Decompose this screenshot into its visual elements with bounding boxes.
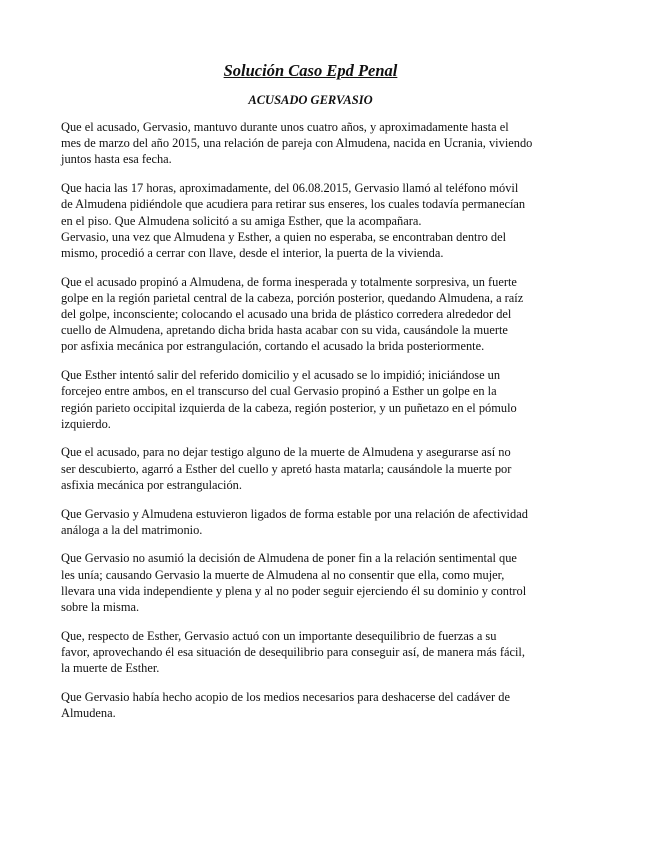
paragraph-line: Que Gervasio no asumió la decisión de Almudena de poner fin a la relación sentimental que (61, 551, 517, 566)
paragraph-line: les unía; causando Gervasio la muerte de Almudena al no consentir que ella, como mujer, (61, 567, 505, 582)
paragraph-line: la muerte de Esther. (61, 661, 160, 676)
paragraph-line: Que el acusado propinó a Almudena, de forma inesperada y totalmente sorpresiva, un fuerte (61, 274, 517, 289)
paragraph-line: Que el acusado, para no dejar testigo alguno de la muerte de Almudena y asegurarse así no (61, 445, 511, 460)
paragraph-line: Que Gervasio había hecho acopio de los medios necesarios para deshacerse del cadáver de (61, 689, 510, 704)
paragraph-line: ser descubierto, agarró a Esther del cuello y apretó hasta matarla; causándole la muerte por (61, 461, 512, 476)
paragraph-line: por asfixia mecánica por estrangulación, cortando el acusado la brida posteriormente. (61, 339, 485, 354)
paragraph-line: de Almudena pidiéndole que acudiera para retirar sus enseres, los cuales todavía permanecían (61, 197, 526, 212)
paragraph-line: Que Gervasio y Almudena estuvieron ligados de forma estable por una relación de afectividad (61, 506, 528, 521)
paragraph (61, 550, 560, 615)
paragraph-line: cuello de Almudena, apretando dicha brida hasta acabar con su vida, causándole la muerte (61, 323, 508, 338)
paragraph (61, 506, 560, 538)
paragraph-line: favor, aprovechando él esa situación de desequilibrio para conseguir así, de manera más fácil, (61, 644, 525, 659)
paragraph (61, 367, 560, 432)
paragraph (61, 119, 560, 168)
paragraph-line: del golpe, inconsciente; colocando el acusado una brida de plástico corredera alrededor del (61, 307, 512, 322)
paragraph (61, 628, 560, 677)
paragraph-line: izquierdo. (61, 416, 111, 431)
paragraph-line: mes de marzo del año 2015, una relación de pareja con Almudena, nacida en Ucrania, viviendo (61, 136, 533, 151)
paragraph-line: Que el acusado, Gervasio, mantuvo durante unos cuatro años, y aproximadamente hasta el (61, 120, 509, 134)
paragraph-line: Que Esther intentó salir del referido domicilio y el acusado se lo impidió; iniciándose un (61, 368, 501, 383)
paragraph-line: asfixia mecánica por estrangulación. (61, 477, 242, 492)
paragraph-line: llevara una vida independiente y plena y al no poder seguir ejerciendo él su dominio y control (61, 583, 527, 598)
paragraph (61, 444, 560, 493)
paragraph-line: forcejeo entre ambos, en el transcurso del cual Gervasio propinó a Esther un golpe en la (61, 384, 497, 399)
document-subtitle: ACUSADO GERVASIO (248, 93, 373, 107)
paragraph-line: Que, respecto de Esther, Gervasio actuó con un importante desequilibrio de fuerzas a su (61, 628, 497, 643)
paragraph-line: Gervasio, una vez que Almudena y Esther, a quien no esperaba, se encontraban dentro del (61, 229, 507, 244)
paragraph-line: en el piso. Que Almudena solicitó a su amiga Esther, que la acompañara. (61, 213, 422, 228)
paragraph-line: Almudena. (61, 706, 116, 721)
paragraph-line: sobre la misma. (61, 600, 140, 615)
document-body (61, 119, 560, 721)
paragraph-line: golpe en la región parietal central de la cabeza, porción posterior, quedando Almudena, a raíz (61, 290, 524, 305)
paragraph (61, 689, 560, 721)
paragraph (61, 180, 560, 261)
paragraph (61, 274, 560, 355)
paragraph-line: región parieto occipital izquierda de la cabeza, región posterior, y un puñetazo en el pómulo (61, 400, 517, 415)
paragraph-line: Que hacia las 17 horas, aproximadamente, del 06.08.2015, Gervasio llamó al teléfono móvil (61, 181, 519, 196)
document-title: Solución Caso Epd Penal (223, 61, 398, 80)
paragraph-line: juntos hasta esa fecha. (61, 152, 172, 167)
paragraph-line: mismo, procedió a cerrar con llave, desde el interior, la puerta de la vivienda. (61, 245, 444, 260)
paragraph-line: análoga a la del matrimonio. (61, 522, 203, 537)
